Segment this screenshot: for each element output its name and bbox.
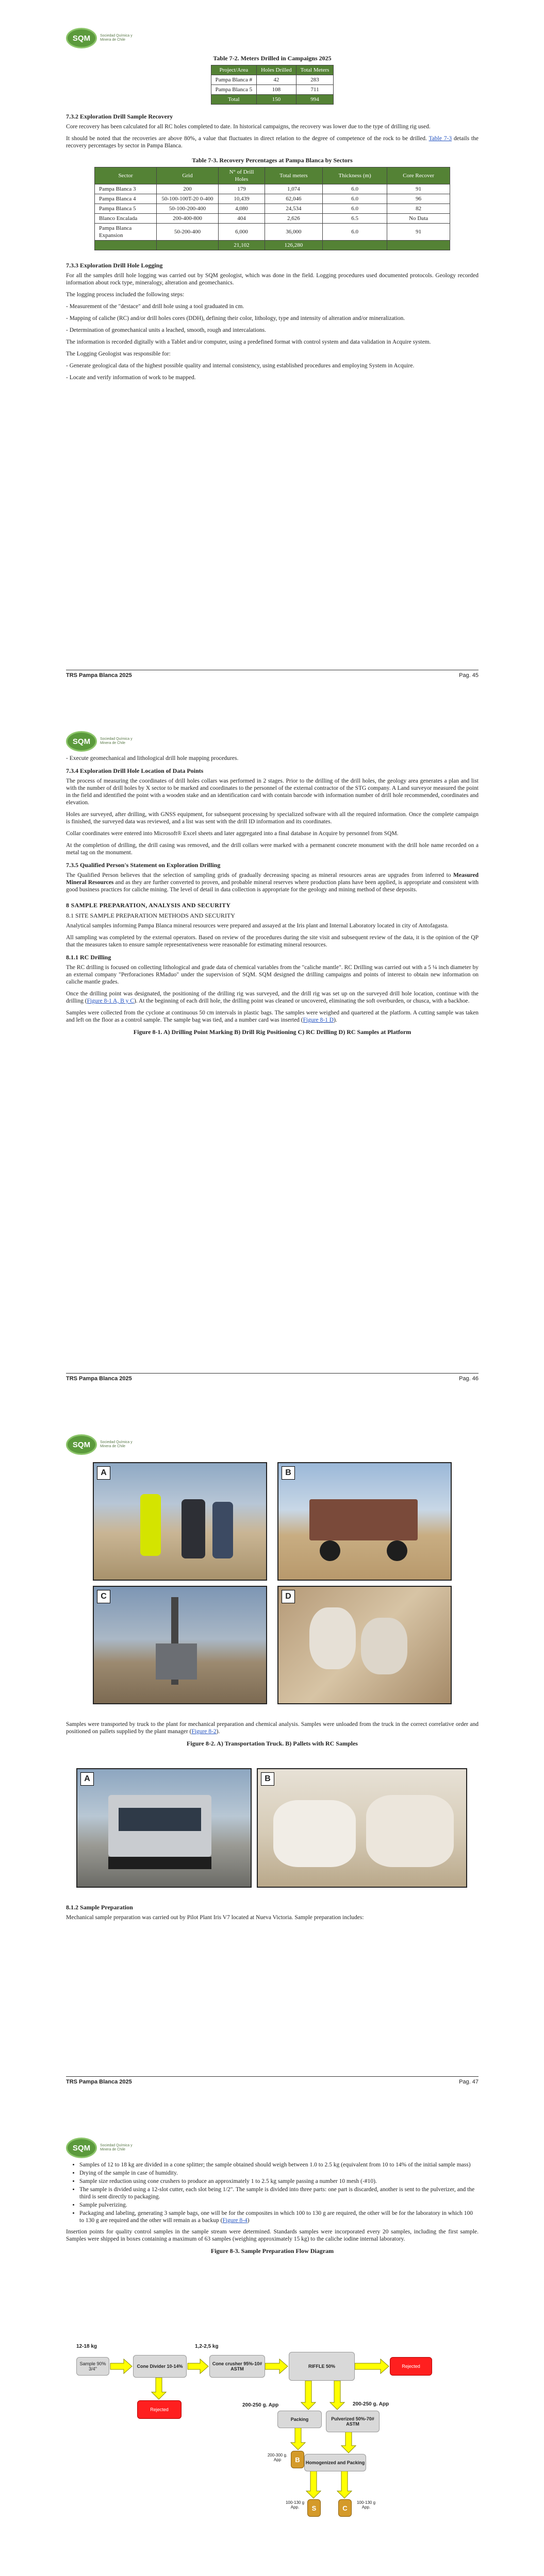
paragraph-text: ). xyxy=(334,1017,337,1023)
paragraph: Holes are surveyed, after drilling, with GNSS equipment, for subsequent processing by specialized software with all the required information. Once the complete campaign is finished, the surveyed data was reviewed, and a list was sent with the drill ID information and its coordinates. xyxy=(66,811,479,825)
photo-drilling-point-marking xyxy=(93,1462,267,1581)
table-row xyxy=(211,85,334,95)
arrow-icon xyxy=(188,2359,208,2374)
table-cell: 283 xyxy=(296,75,334,85)
page-45-content xyxy=(66,52,479,386)
table-cell: Pampa Blanca Expansion xyxy=(95,224,157,241)
arrow-icon xyxy=(355,2359,389,2374)
table-cell: Total xyxy=(211,95,256,105)
table-7-2-caption: Table 7-2. Meters Drilled in Campaigns 2025 xyxy=(213,55,332,62)
table-7-3-caption: Table 7-3. Recovery Percentages at Pampa Blanca by Sectors xyxy=(192,157,353,164)
flow-step-homogenized-packing: Homogenized and Packing xyxy=(304,2454,366,2471)
section-heading-7-3-2: 7.3.2 Exploration Drill Sample Recovery xyxy=(66,113,173,120)
paragraph-text: and as they are further converted to proven, and probable mineral reserves where production plans have been applied, is appropriate and consistent with good business practices for caliche mining. The level of detail in data collection is appropriate for the geology and mining method of these deposits. xyxy=(66,879,479,893)
table-row xyxy=(95,214,450,224)
paragraph: The RC drilling is focused on collecting lithological and grade data of chemical variables from the "caliche mantle". RC Drilling was carried out with a 5 ¼ inch diameter by an external company "Perforaciones RMaduo" under the supervision of SQM. SQM designed the drilling campaigns and points of interest to obtain new information on caliche mantle grades. xyxy=(66,964,479,985)
footer-page-number: Pag. 46 xyxy=(459,1376,479,1382)
table-row xyxy=(211,75,334,85)
flow-step-cone-crusher: Cone crusher 95%-10# ASTM xyxy=(209,2355,265,2378)
table-cell: 1,074 xyxy=(265,184,323,194)
flow-step-sample: Sample 90% 3/4" xyxy=(76,2357,109,2376)
paragraph: Core recovery has been calculated for all RC holes completed to date. In historical campaigns, the recovery was lower due to the type of drilling rig used. xyxy=(66,124,431,130)
table-cell xyxy=(157,241,219,250)
flow-step-rejected: Rejected xyxy=(390,2357,432,2376)
page-48-content xyxy=(66,2161,479,2258)
paragraph: - Determination of geomechanical units a leached, smooth, rough and intercalations. xyxy=(66,327,266,333)
table-row xyxy=(95,184,450,194)
sqm-logo-badge: SQM xyxy=(66,2138,97,2158)
sqm-logo xyxy=(66,731,136,752)
paragraph-text: Samples were transported by truck to the plant for mechanical preparation and chemical analysis. Samples were unloaded from the truck in the correct correlative order and positioned on pallets supplied by the plant manager ( xyxy=(66,1721,479,1735)
paragraph xyxy=(66,135,479,149)
table-total-row xyxy=(95,241,450,250)
sqm-logo-subtitle: Sociedad Química y Minera de Chile xyxy=(100,737,133,745)
photo-pallets-rc-samples xyxy=(257,1768,467,1888)
paragraph: For all the samples drill hole logging was carried out by SQM geologist, which was done in the field. Logging procedures used documented protocols. Geology recorded information about rock type, mineralogy, alteration and geomechanics. xyxy=(66,273,479,286)
table-header: N° of Drill Holes xyxy=(219,167,265,184)
table-cell: Pampa Blanca # xyxy=(211,75,256,85)
table-cell: 994 xyxy=(296,95,334,105)
list-item: • Samples of 12 to 18 kg are divided in a cone splitter; the sample obtained should weigh between 1.0 to 2.5 kg (equivalent from 10 to 14% of the initial sample mass) xyxy=(79,2161,479,2168)
table-cell: 50-200-400 xyxy=(157,224,219,241)
table-cell: Pampa Blanca 5 xyxy=(95,204,157,214)
table-7-3-link[interactable]: Table 7-3 xyxy=(428,135,452,142)
section-heading-8-1: 8.1 SITE SAMPLE PREPARATION METHODS AND SECURITY xyxy=(66,912,235,919)
figure-8-2-link[interactable]: Figure 8-2 xyxy=(191,1728,217,1735)
table-header: Grid xyxy=(157,167,219,184)
table-cell: 108 xyxy=(257,85,296,95)
page-47 xyxy=(0,1406,544,2097)
footer-page-number: Pag. 45 xyxy=(459,672,479,679)
table-cell: 91 xyxy=(387,184,450,194)
arrow-icon xyxy=(301,2381,316,2410)
table-row xyxy=(95,194,450,204)
paragraph: - Locate and verify information of work to be mapped. xyxy=(66,375,196,381)
table-cell: 711 xyxy=(296,85,334,95)
list-item xyxy=(79,2210,479,2224)
table-cell: 6,000 xyxy=(219,224,265,241)
paragraph-text: ). At the beginning of each drill hole, the drilling point was cleaned or uncovered, eliminating the soft overburden, or chusca, with a backhoe. xyxy=(134,998,470,1004)
table-header: Sector xyxy=(95,167,157,184)
photo-drill-rig-positioning xyxy=(277,1462,452,1581)
sample-bag-s: S xyxy=(307,2499,321,2517)
paragraph-text: Samples were collected from the cyclone at continuous 50 cm intervals in plastic bags. The samples were weighed and quartered at the platform. A cutting sample was taken and left on the floor as a control sample. The sample bag was tied, and a number card was inserted ( xyxy=(66,1010,479,1023)
list-item-text: ) xyxy=(247,2217,250,2224)
footer-page-number: Pag. 47 xyxy=(459,2079,479,2085)
flow-weight-label: 200-250 g. App xyxy=(353,2401,389,2407)
page-footer xyxy=(66,1373,479,1382)
flow-weight-label: 200-300 g. App xyxy=(267,2453,288,2462)
figure-8-1-caption: Figure 8-1. A) Drilling Point Marking B) Drill Rig Positioning C) RC Drilling D) RC Samples at Platform xyxy=(133,1028,411,1036)
photo-label: A xyxy=(80,1772,94,1786)
photo-label: B xyxy=(261,1772,274,1786)
paragraph: - Generate geological data of the highest possible quality and internal consistency, using established procedures and employing System in Acquire. xyxy=(66,363,415,369)
paragraph: Collar coordinates were entered into Microsoft® Excel sheets and later aggregated into a final database in Acquire by personnel from SQM. xyxy=(66,831,399,837)
flow-weight-label: 1,2-2,5 kg xyxy=(195,2344,219,2349)
table-cell: 21,102 xyxy=(219,241,265,250)
flow-weight-label: 200-250 g. App xyxy=(242,2402,279,2408)
paragraph-text: ). xyxy=(216,1728,220,1735)
table-cell xyxy=(322,241,387,250)
footer-title: TRS Pampa Blanca 2025 xyxy=(66,2079,132,2085)
photo-label: B xyxy=(282,1466,295,1480)
arrow-icon xyxy=(330,2381,344,2410)
table-cell: 179 xyxy=(219,184,265,194)
arrow-icon xyxy=(291,2427,305,2450)
table-row xyxy=(95,224,450,241)
sqm-logo-badge: SQM xyxy=(66,731,97,752)
section-heading-7-3-4: 7.3.4 Exploration Drill Hole Location of Data Points xyxy=(66,767,204,774)
table-cell: 4,080 xyxy=(219,204,265,214)
table-cell: Pampa Blanca 3 xyxy=(95,184,157,194)
figure-8-2-caption: Figure 8-2. A) Transportation Truck. B) Pallets with RC Samples xyxy=(187,1740,358,1747)
table-cell: 50-100-200-400 xyxy=(157,204,219,214)
sqm-logo-badge: SQM xyxy=(66,28,97,48)
figure-8-3-caption: Figure 8-3. Sample Preparation Flow Diagram xyxy=(210,2247,334,2255)
photo-label: C xyxy=(97,1590,110,1603)
flow-weight-label: 100-130 g App. xyxy=(356,2500,376,2510)
photo-transportation-truck xyxy=(76,1768,252,1888)
sqm-logo-subtitle: Sociedad Química y Minera de Chile xyxy=(100,1440,133,1448)
sample-preparation-list xyxy=(79,2161,479,2224)
table-cell: 24,534 xyxy=(265,204,323,214)
page-45 xyxy=(0,0,544,690)
section-heading-7-3-5: 7.3.5 Qualified Person's Statement on Exploration Drilling xyxy=(66,861,221,869)
photo-label: D xyxy=(282,1590,295,1603)
table-cell: 36,000 xyxy=(265,224,323,241)
page-48 xyxy=(0,2110,544,2576)
page-46-content xyxy=(66,755,479,1039)
sqm-logo-subtitle: Sociedad Química y Minera de Chile xyxy=(100,2144,133,2151)
flow-step-riffle: RIFFLE 50% xyxy=(289,2352,355,2381)
table-7-2 xyxy=(211,65,334,105)
arrow-icon xyxy=(306,2470,321,2498)
table-cell: No Data xyxy=(387,214,450,224)
paragraph: All sampling was completed by the external operators. Based on review of the procedures during the site visit and subsequent review of the data, it is the opinion of the QP that the measures taken to ensure sample representativeness were reasonable for estimating mineral resources. xyxy=(66,935,479,948)
paragraph: Mechanical sample preparation was carried out by Pilot Plant Iris V7 located at Nueva Victoria. Sample preparation includes: xyxy=(66,1914,364,1921)
flow-step-rejected: Rejected xyxy=(137,2400,182,2419)
paragraph: - Execute geomechanical and lithological drill hole mapping procedures. xyxy=(66,755,239,761)
sqm-logo xyxy=(66,28,136,48)
table-cell: 6.0 xyxy=(322,204,387,214)
table-cell: 10,439 xyxy=(219,194,265,204)
arrow-icon xyxy=(152,2378,166,2399)
table-cell: 6.0 xyxy=(322,224,387,241)
flow-step-packing: Packing xyxy=(277,2411,322,2428)
table-cell: 200 xyxy=(157,184,219,194)
arrow-icon xyxy=(265,2359,288,2374)
table-cell: 91 xyxy=(387,224,450,241)
paragraph xyxy=(66,990,479,1005)
list-item: • Sample pulverizing. xyxy=(79,2201,479,2209)
arrow-icon xyxy=(110,2359,132,2374)
table-cell: Blanco Encalada xyxy=(95,214,157,224)
page-footer xyxy=(66,670,479,679)
page-46 xyxy=(0,703,544,1394)
table-cell: 62,046 xyxy=(265,194,323,204)
paragraph: - Mapping of caliche (RC) and/or drill holes cores (DDH), defining their color, lithology, type and intensity of alteration and/or mineralization. xyxy=(66,315,405,321)
paragraph-text: It should be noted that the recoveries are above 80%, a value that fluctuates in direct relation to the degree of competence of the rock to be drilled. xyxy=(66,135,427,142)
table-cell: 6.5 xyxy=(322,214,387,224)
paragraph-text: details the recovery percentages by sector in Pampa Blanca. xyxy=(66,135,479,149)
sqm-logo xyxy=(66,2138,136,2158)
table-cell: 200-400-800 xyxy=(157,214,219,224)
flow-weight-label: 100-130 g App. xyxy=(285,2500,305,2510)
table-row xyxy=(95,204,450,214)
table-cell xyxy=(387,241,450,250)
paragraph: The Logging Geologist was responsible for: xyxy=(66,351,171,357)
page-47-content-2 xyxy=(66,1899,479,1926)
table-cell: 96 xyxy=(387,194,450,204)
table-total-row xyxy=(211,95,334,105)
flow-step-cone-divider: Cone Divider 10-14% xyxy=(133,2355,187,2378)
photo-label: A xyxy=(97,1466,110,1480)
figure-8-1-d-link[interactable]: Figure 8-1 D xyxy=(303,1017,334,1023)
sqm-logo xyxy=(66,1434,136,1455)
table-cell: 150 xyxy=(257,95,296,105)
table-cell: 404 xyxy=(219,214,265,224)
table-cell: 6.0 xyxy=(322,194,387,204)
list-item: • Sample size reduction using cone crushers to produce an approximately 1 to 2.5 kg sample passing a number 10 mesh (-#10). xyxy=(79,2178,479,2185)
arrow-icon xyxy=(337,2470,352,2498)
footer-title: TRS Pampa Blanca 2025 xyxy=(66,672,132,679)
table-cell xyxy=(95,241,157,250)
table-cell: 2,626 xyxy=(265,214,323,224)
figure-8-4-link[interactable]: Figure 8-4 xyxy=(222,2217,248,2224)
page-47-content xyxy=(66,1721,479,1750)
paragraph xyxy=(66,1009,479,1024)
flow-step-pulverized: Pulverized 50%-70# ASTM xyxy=(326,2411,380,2432)
arrow-icon xyxy=(341,2431,356,2453)
table-header: Project/Area xyxy=(211,65,256,75)
paragraph: Analytical samples informing Pampa Blanca mineral resources were prepared and assayed at the Iris plant and Internal Laboratory located in city of Antofagasta. xyxy=(66,923,449,929)
paragraph xyxy=(66,872,479,893)
list-item: • The sample is divided using a 12-slot cutter, each slot being 1/2". The sample is divided into three parts: one part is discarded, another is sent to the pulverizer, and the third is sent directly to packaging. xyxy=(79,2186,479,2200)
list-item: • Drying of the sample in case of humidity. xyxy=(79,2170,479,2177)
footer-title: TRS Pampa Blanca 2025 xyxy=(66,1376,132,1382)
table-cell: 6.0 xyxy=(322,184,387,194)
page-footer xyxy=(66,2076,479,2085)
sample-bag-c: C xyxy=(338,2499,352,2517)
section-heading-8-1-2: 8.1.2 Sample Preparation xyxy=(66,1904,133,1911)
figure-8-1-link[interactable]: Figure 8-1 A, B y C xyxy=(87,998,134,1004)
table-header: Total meters xyxy=(265,167,323,184)
paragraph: Insertion points for quality control samples in the sample stream were determined. Standards samples were incorporated every 20 samples, including the first sample. Samples were shipped in boxes containing a maximum of 63 samples (weighing approximately 15 kg) to the caliche iodine internal laboratory. xyxy=(66,2229,479,2242)
sqm-logo-subtitle: Sociedad Química y Minera de Chile xyxy=(100,34,133,42)
paragraph-text: Once the drilling point was designated, the positioning of the drilling rig was surveyed, and the drill rig was set up on the surveyed drill hole location, continue with the drilling ( xyxy=(66,991,479,1004)
table-cell: 50-100-100T-20 0-400 xyxy=(157,194,219,204)
table-header: Thickness (m) xyxy=(322,167,387,184)
table-header: Core Recover xyxy=(387,167,450,184)
paragraph: The information is recorded digitally with a Tablet and/or computer, using a predefined format with control system and data validation in Acquire system. xyxy=(66,339,431,345)
flow-weight-label: 12-18 kg xyxy=(76,2344,97,2349)
table-cell: Pampa Blanca 4 xyxy=(95,194,157,204)
paragraph: - Measurement of the "destace" and drill hole using a tool graduated in cm. xyxy=(66,303,244,310)
paragraph: At the completion of drilling, the drill casing was removed, and the drill collars were marked with a permanent concrete monument with the drill hole name recorded on a metal tag on the monument. xyxy=(66,842,479,856)
paragraph: The process of measuring the coordinates of drill holes collars was performed in 2 stages. Prior to the drilling of the drill holes, the geology area generates a plan and list with the number of drill holes by X sector to be marked and coordinates to the personnel of the external contractor of the STG company. A Land surveyor measured the point in the field and identified the point with a wooden stake and an identification card with contain barcode with information number of drill hole recommended, coordinates and elevation. xyxy=(66,778,479,806)
photo-rc-drilling xyxy=(93,1586,267,1704)
paragraph-emphasis: Measured Mineral Resources xyxy=(66,872,479,886)
table-header: Holes Drilled xyxy=(257,65,296,75)
paragraph-text: The Qualified Person believes that the selection of sampling grids of gradually decreasing spacing as mineral resources areas are upgrades from inferred to xyxy=(66,872,454,878)
table-cell: 42 xyxy=(257,75,296,85)
sqm-logo-badge: SQM xyxy=(66,1434,97,1455)
section-heading-8: 8 SAMPLE PREPARATION, ANALYSIS AND SECURITY xyxy=(66,902,231,909)
table-7-3 xyxy=(94,167,450,250)
section-heading-8-1-1: 8.1.1 RC Drilling xyxy=(66,954,111,961)
section-heading-7-3-3: 7.3.3 Exploration Drill Hole Logging xyxy=(66,262,163,269)
table-header: Total Meters xyxy=(296,65,334,75)
list-item-text: Packaging and labeling, generating 3 sample bags, one will be for the composites in which 100 to 130 g are required, the other will be for the laboratory in which 100 to 130 g are required and the other will remain as a backup ( xyxy=(79,2210,473,2224)
photo-rc-samples-platform xyxy=(277,1586,452,1704)
paragraph: The logging process included the following steps: xyxy=(66,292,185,298)
table-cell: 82 xyxy=(387,204,450,214)
paragraph xyxy=(66,1721,479,1735)
sample-preparation-flow-diagram xyxy=(72,2336,474,2558)
table-cell: 126,280 xyxy=(265,241,323,250)
table-cell: Pampa Blanca 5 xyxy=(211,85,256,95)
sample-bag-b: B xyxy=(291,2451,304,2468)
